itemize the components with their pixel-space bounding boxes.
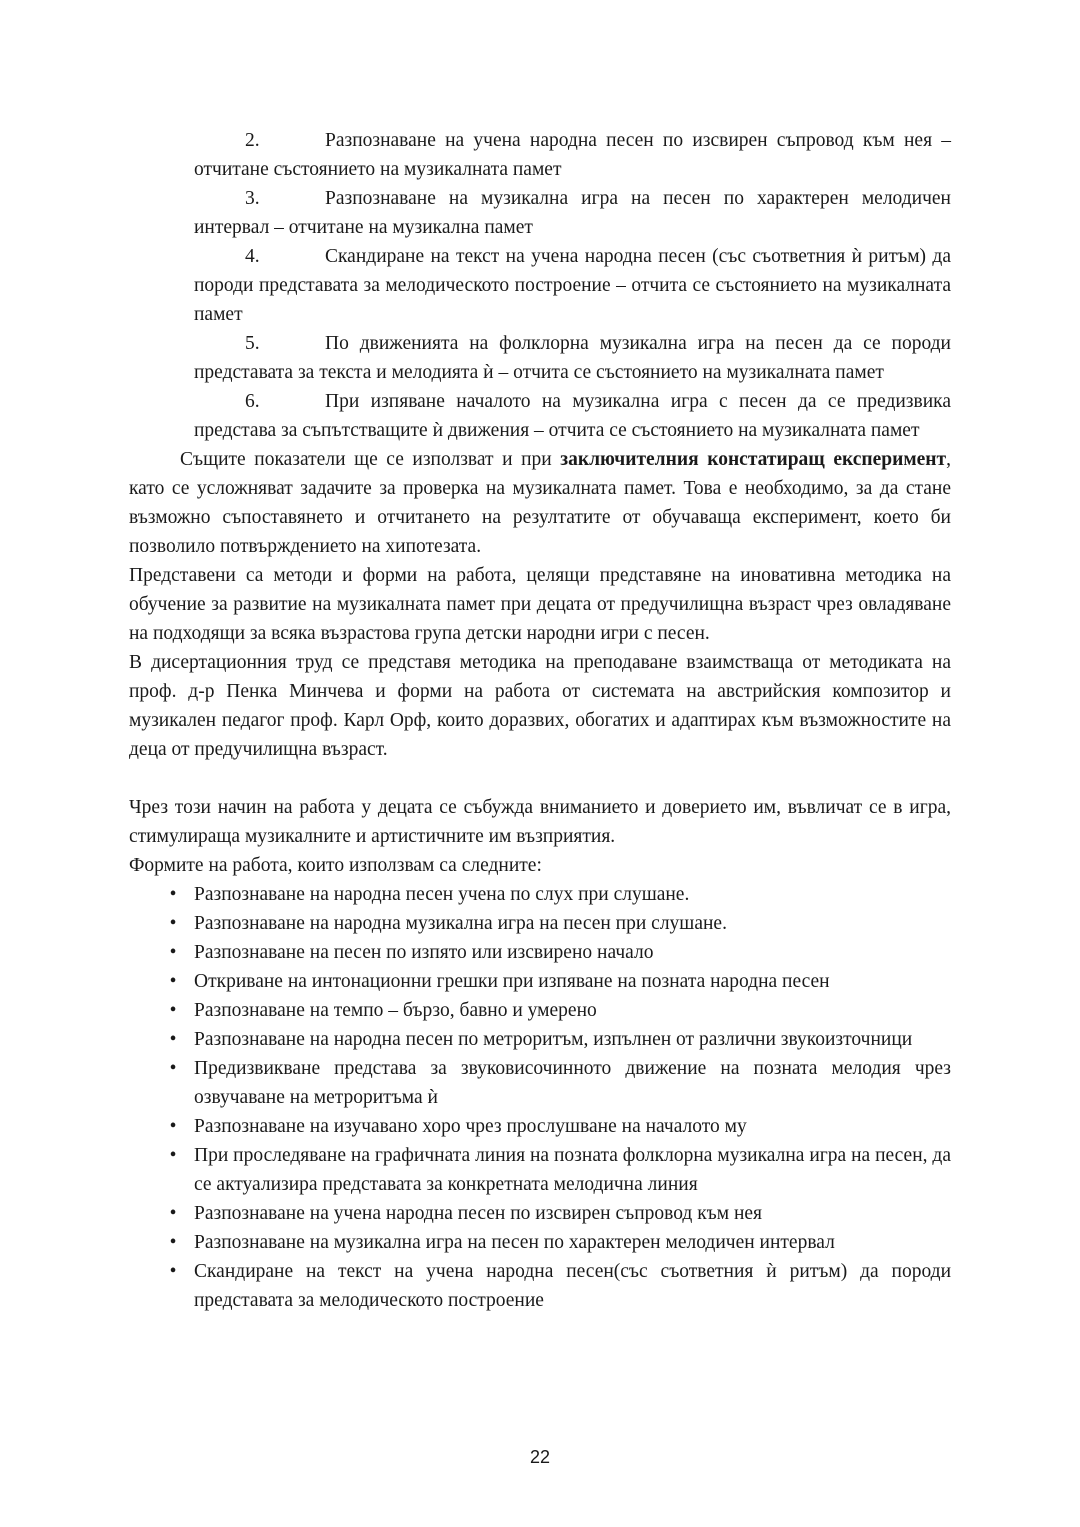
list-item-text: Откриване на интонационни грешки при изпяване на позната народна песен [194,971,830,992]
list-item-text: Разпознаване на изучавано хоро чрез прослушване на началото му [194,1116,747,1137]
paragraph-final-experiment [129,445,951,561]
list-item-text: Разпознаване на песен по изпято или изсвирено начало [194,942,654,963]
list-item-text: При проследяване на графичната линия на позната фолклорна музикална игра на песен, да се актуализира представата за конкретната мелодична линия [194,1145,951,1195]
numbered-item [194,387,951,445]
list-item [129,1054,951,1112]
list-item [129,938,951,967]
bullet-icon: • [169,1261,177,1282]
list-item [129,1025,951,1054]
list-item [129,880,951,909]
item-number: 2. [245,130,260,151]
list-item [129,1141,951,1199]
para1-bold-term: заключителния констатиращ експеримент [560,449,947,470]
paragraph-forms-intro: Формите на работа, които използвам са следните: [129,855,542,876]
page-content [129,126,951,1315]
numbered-item [194,242,951,329]
list-item-text: Разпознаване на народна песен учена по слух при слушане. [194,884,690,905]
para1-after: , като се усложняват задачите за проверка на музикалната памет. Това е необходимо, за да стане възможно съпоставянето и отчитането на резултатите от обучаваща експеримент, което би позволило потвърждението на хипотезата. [129,449,951,557]
item-text: Разпознаване на учена народна песен по изсвирен съпровод към нея – отчитане състоянието на музикалната памет [194,130,951,180]
bullet-icon: • [169,884,177,905]
numbered-item [194,184,951,242]
bullet-icon: • [169,1203,177,1224]
list-item [129,1257,951,1315]
bullet-icon: • [169,942,177,963]
list-item-text: Скандиране на текст на учена народна песен(със съответния ѝ ритъм) да породи представата за мелодическото построение [194,1261,951,1311]
item-number: 4. [245,246,260,267]
bullet-icon: • [169,1058,177,1079]
list-item-text: Разпознаване на учена народна песен по изсвирен съпровод към нея [194,1203,763,1224]
paragraph-spacer [129,764,951,793]
bullet-icon: • [169,971,177,992]
bullet-icon: • [169,1029,177,1050]
para1-before: Същите показатели ще се използват и при [180,449,561,470]
list-item [129,1112,951,1141]
page-number: 22 [529,1447,551,1467]
item-number: 5. [245,333,260,354]
item-number: 3. [245,188,260,209]
bullet-icon: • [169,1232,177,1253]
list-item [129,996,951,1025]
list-item-text: Разпознаване на народна песен по метроритъм, изпълнен от различни звукоизточници [194,1029,913,1050]
numbered-item [194,329,951,387]
paragraph-approach: Чрез този начин на работа у децата се събужда вниманието и доверието им, въвличат се в игра, стимулираща музикалните и артистичните им възприятия. [129,797,951,847]
forms-bullet-list [129,880,951,1315]
item-text: По движенията на фолклорна музикална игра на песен да се породи представата за текста и мелодията ѝ – отчита се състоянието на музикалната памет [194,333,951,383]
paragraph-dissertation: В дисертационния труд се представя методика на преподаване взаимстваща от методиката на проф. д-р Пенка Минчева и форми на работа от системата на австрийския композитор и музикален педагог проф. Карл Орф, които доразвих, обогатих и адаптирах към възможностите на деца от предучилищна възраст. [129,652,951,760]
bullet-icon: • [169,1145,177,1166]
list-item-text: Разпознаване на народна музикална игра на песен при слушане. [194,913,727,934]
list-item-text: Предизвикване представа за звуковисочинното движение на позната мелодия чрез озвучаване на метроритъма ѝ [194,1058,951,1108]
list-item-text: Разпознаване на темпо – бързо, бавно и умерено [194,1000,597,1021]
bullet-icon: • [169,913,177,934]
list-item [129,967,951,996]
item-text: При изпяване началото на музикална игра с песен да се предизвика представа за съпътстващите ѝ движения – отчита се състоянието на музикалната памет [194,391,951,441]
list-item-text: Разпознаване на музикална игра на песен по характерен мелодичен интервал [194,1232,835,1253]
paragraph-methods: Представени са методи и форми на работа, целящи представяне на иновативна методика на обучение за развитие на музикалната памет при децата от предучилищна възраст чрез овладяване на подходящи за всяка възрастова група детски народни игри с песен. [129,565,951,644]
list-item [129,1228,951,1257]
list-item [129,1199,951,1228]
bullet-icon: • [169,1116,177,1137]
list-item [129,909,951,938]
item-number: 6. [245,391,260,412]
item-text: Разпознаване на музикална игра на песен по характерен мелодичен интервал – отчитане на музикална памет [194,188,951,238]
numbered-item [194,126,951,184]
bullet-icon: • [169,1000,177,1021]
item-text: Скандиране на текст на учена народна песен (със съответния ѝ ритъм) да породи представата за мелодическото построение – отчита се състоянието на музикалната памет [194,246,951,325]
